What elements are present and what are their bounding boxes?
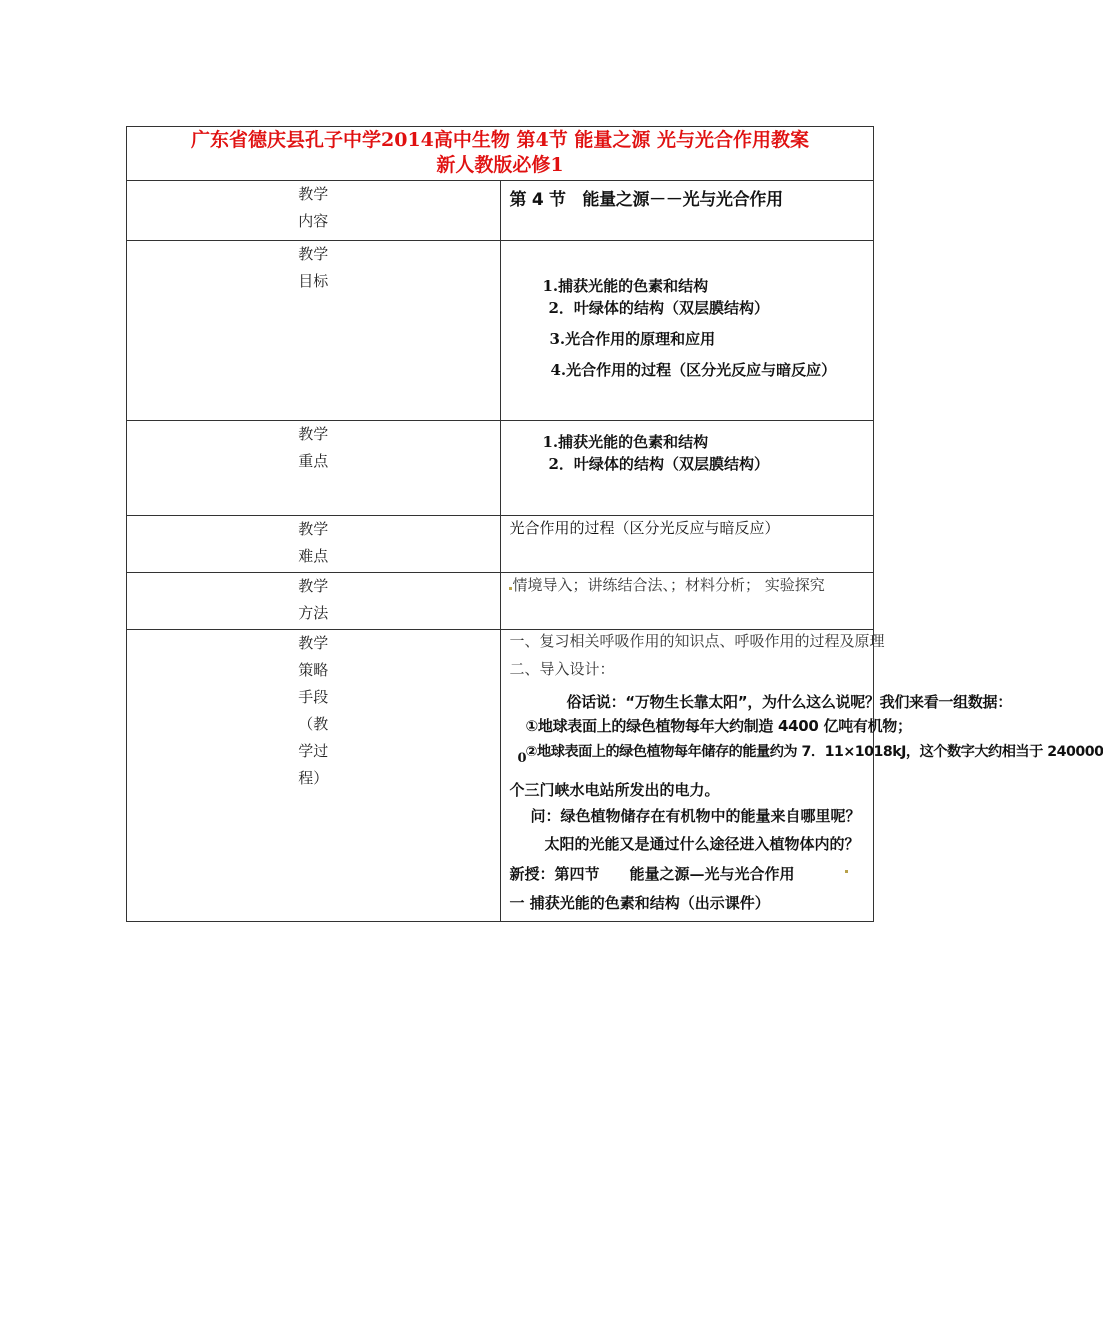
label-goals: 教学 目标 [127, 241, 501, 421]
difficulty-text: 光合作用的过程（区分光反应与暗反应） [509, 519, 780, 537]
label-difficulty: 教学 难点 [127, 516, 501, 573]
row-difficulty [127, 516, 874, 573]
goal-item: 3.光合作用的原理和应用 [549, 330, 716, 348]
row-goals [127, 241, 874, 421]
row-key-points [127, 421, 874, 516]
marker-dot [845, 870, 848, 873]
strategy-line: 太阳的光能又是通过什么途径进入植物体内的？ [544, 835, 860, 853]
content-text: 第 4 节 能量之源－－光与光合作用 [509, 190, 783, 210]
method-text: 情境导入；讲练结合法、；材料分析； 实验探究 [512, 576, 825, 594]
cell-goals [500, 241, 874, 421]
goal-item: 2．叶绿体的结构（双层膜结构） [548, 299, 769, 317]
strategy-line: 二、导入设计： [509, 660, 615, 678]
cell-strategy [500, 630, 1103, 922]
strategy-line: 一、复习相关呼吸作用的知识点、呼吸作用的过程及原理 [509, 632, 885, 650]
strategy-line: 一 捕获光能的色素和结构（出示课件） [509, 894, 770, 912]
goal-item: 1.捕获光能的色素和结构 [542, 277, 709, 295]
strategy-line: ①地球表面上的绿色植物每年大约制造 4400 亿吨有机物； [525, 717, 912, 735]
strategy-line: 个三门峡水电站所发出的电力。 [509, 781, 720, 799]
title-line-1: 广东省德庆县孔子中学2014高中生物 第4节 能量之源 光与光合作用教案 [191, 129, 809, 151]
strategy-line: ②地球表面上的绿色植物每年储存的能量约为 7．11×1018kJ，这个数字大约相当于 240000 [525, 744, 1103, 760]
cell-key-points [500, 421, 874, 516]
key-point-item: 1.捕获光能的色素和结构 [542, 433, 709, 451]
cell-method [500, 573, 874, 630]
label-content: 教学 内容 [127, 181, 501, 241]
strategy-line: 新授：第四节 能量之源—光与光合作用 [509, 865, 795, 883]
strategy-line: 俗话说：“万物生长靠太阳”，为什么这么说呢？我们来看一组数据： [566, 693, 1012, 711]
key-point-item: 2．叶绿体的结构（双层膜结构） [548, 455, 769, 473]
cell-content [500, 181, 874, 241]
goal-item: 4.光合作用的过程（区分光反应与暗反应） [550, 361, 837, 379]
label-method: 教学 方法 [127, 573, 501, 630]
lesson-plan-table [126, 126, 1103, 922]
strategy-line: 0 [517, 751, 527, 766]
document-title [127, 127, 874, 181]
strategy-line: 问：绿色植物储存在有机物中的能量来自哪里呢？ [530, 807, 861, 825]
label-strategy: 教学 策略 手段 （教 学过 程） [127, 630, 501, 922]
label-key-points: 教学 重点 [127, 421, 501, 516]
row-strategy [127, 630, 874, 922]
cell-difficulty [500, 516, 874, 573]
title-line-2: 新人教版必修1 [436, 154, 564, 176]
lesson-plan [126, 126, 1103, 922]
marker-dot [509, 587, 512, 590]
row-content [127, 181, 874, 241]
row-method [127, 573, 874, 630]
